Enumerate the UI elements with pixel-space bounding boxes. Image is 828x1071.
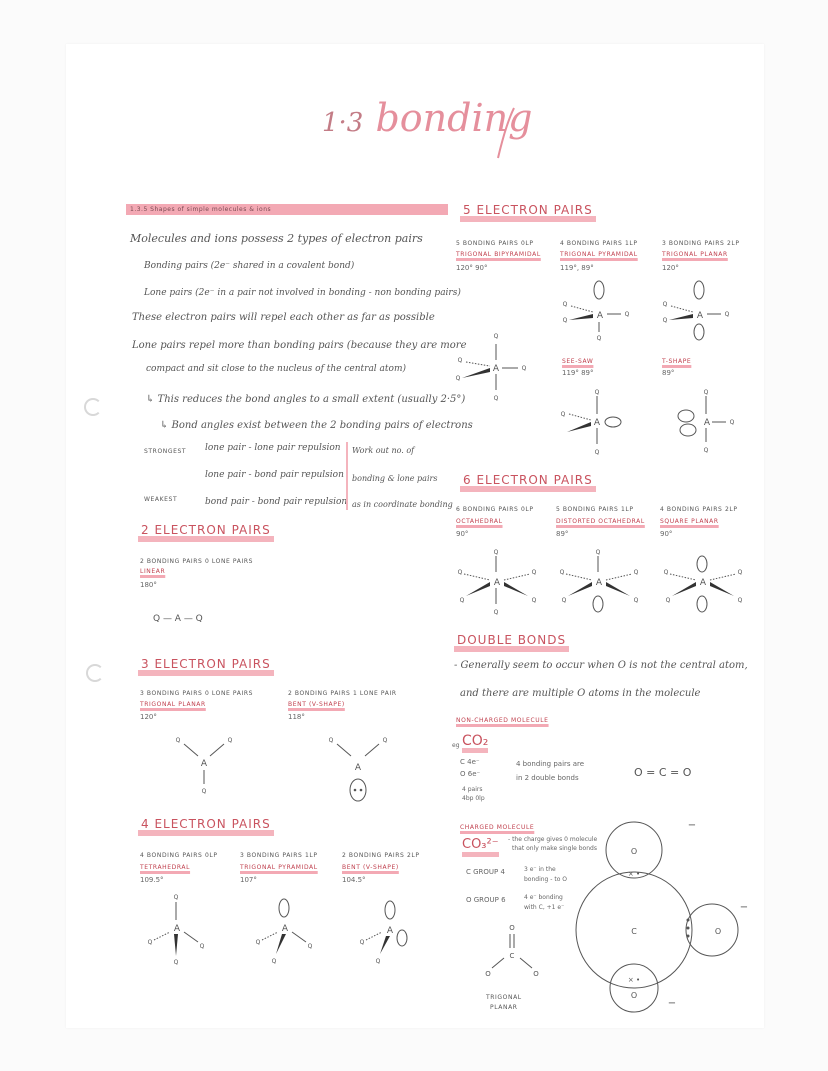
- atom-a: A: [596, 311, 604, 321]
- atom-a: A: [354, 763, 362, 773]
- two-pairs-angle: 180°: [140, 581, 157, 589]
- electron-dot: [687, 927, 690, 930]
- shared-electrons: × •: [627, 870, 641, 878]
- seesaw-angle: 119° 89°: [562, 369, 594, 377]
- atom-a: A: [200, 759, 208, 769]
- atom-q: Q: [328, 737, 334, 744]
- atom-q: Q: [457, 357, 463, 364]
- four-pairs-caption: 2 BONDING PAIRS 2LP: [342, 852, 420, 859]
- punch-hole: [86, 664, 104, 682]
- atom-q: Q: [559, 569, 565, 576]
- c-group-note: bonding - to O: [524, 876, 568, 883]
- atom-a: A: [386, 926, 394, 936]
- atom-q: Q: [521, 365, 527, 372]
- wedge-bond: [276, 934, 286, 954]
- atom-a: A: [703, 418, 711, 428]
- three-pairs-geometry: TRIGONAL PLANAR: [140, 701, 206, 708]
- wedge-bond: [569, 314, 593, 320]
- atom-q: Q: [359, 939, 365, 946]
- six-pairs-caption: 4 BONDING PAIRS 2LP: [660, 506, 738, 513]
- atom-q: Q: [562, 317, 568, 324]
- atom-a: A: [696, 311, 704, 321]
- atom-o: O: [509, 924, 515, 932]
- five-pairs-geometry: TRIGONAL PYRAMIDAL: [560, 251, 638, 258]
- bonding-note: 4 bonding pairs are: [516, 760, 585, 768]
- punch-hole: [84, 398, 102, 416]
- charge-minus: −: [687, 820, 697, 831]
- atom-a: A: [173, 924, 181, 934]
- four-pairs-angle: 104.5°: [342, 876, 366, 884]
- atom-q: Q: [455, 375, 461, 382]
- four-pairs-caption: 4 BONDING PAIRS 0LP: [140, 852, 218, 859]
- charged-label: CHARGED MOLECULE: [460, 824, 535, 831]
- section-tag: 1.3.5 Shapes of simple molecules & ions: [126, 204, 448, 215]
- atom-q: Q: [493, 549, 499, 556]
- atom-q: Q: [493, 395, 499, 402]
- two-pairs-geometry: LINEAR: [140, 568, 166, 575]
- double-bonds-line: and there are multiple O atoms in the molecule: [460, 688, 701, 699]
- carbonate-structure: [478, 914, 548, 990]
- repulsion-item: lone pair - bond pair repulsion: [205, 470, 344, 480]
- shared-electrons: × •: [627, 976, 641, 984]
- six-pairs-angle: 89°: [556, 530, 569, 538]
- atom-q: Q: [175, 737, 181, 744]
- lone-pair-dot: [354, 789, 357, 792]
- eg-label: eg: [452, 742, 460, 749]
- noncharged-label: NON-CHARGED MOLECULE: [456, 717, 549, 724]
- trigonal-bipyramidal-diagram: [450, 322, 550, 412]
- intro-line: ↳ This reduces the bond angles to a small extent (usually 2·5°): [146, 394, 466, 405]
- atom-q: Q: [147, 939, 153, 946]
- lone-pair-dot: [360, 789, 363, 792]
- o-group-note: with C, +1 e⁻: [524, 904, 565, 911]
- atom-q: Q: [561, 597, 567, 604]
- four-pairs-angle: 107°: [240, 876, 257, 884]
- bent-diagram: [315, 730, 405, 806]
- atom-q: Q: [271, 958, 277, 965]
- six-pairs-geometry: DISTORTED OCTAHEDRAL: [556, 518, 645, 525]
- atom-a: A: [595, 578, 603, 588]
- three-pairs-heading: 3 ELECTRON PAIRS: [138, 658, 274, 676]
- atom-q: Q: [665, 597, 671, 604]
- four-pairs-geometry: TRIGONAL PYRAMIDAL: [240, 864, 318, 871]
- charge-minus: −: [739, 902, 749, 913]
- c-group-note: 3 e⁻ in the: [524, 866, 556, 873]
- atom-o: O: [533, 970, 539, 978]
- five-pairs-heading: 5 ELECTRON PAIRS: [460, 204, 596, 222]
- three-pairs-geometry: BENT (V-SHAPE): [288, 701, 345, 708]
- tetrahedral-diagram: [140, 890, 220, 970]
- three-pairs-caption: 3 BONDING PAIRS 0 LONE PAIRS: [140, 690, 254, 697]
- strongest-label: STRONGEST: [144, 448, 187, 455]
- charge-note: that only make single bonds: [512, 845, 597, 852]
- charge-minus: −: [667, 998, 677, 1009]
- co3-formula: CO₃²⁻: [462, 838, 499, 857]
- atom-q: Q: [493, 609, 499, 616]
- atom-q: Q: [633, 597, 639, 604]
- five-pairs-geometry: TRIGONAL PLANAR: [662, 251, 728, 258]
- six-pairs-caption: 5 BONDING PAIRS 1LP: [556, 506, 634, 513]
- four-pairs-caption: 3 BONDING PAIRS 1LP: [240, 852, 318, 859]
- wedge-bond: [672, 582, 696, 596]
- atom-c: C: [509, 952, 515, 960]
- five-pairs-angle: 120°: [662, 264, 679, 272]
- wedge-bond: [669, 314, 693, 320]
- trigonal-pyramidal-5-diagram: [555, 278, 645, 358]
- intro-line: These electron pairs will repel each other as far as possible: [132, 312, 435, 323]
- atom-q: Q: [724, 311, 730, 318]
- two-pairs-caption: 2 BONDING PAIRS 0 LONE PAIRS: [140, 558, 254, 565]
- workout-line: Work out no. of: [352, 446, 415, 455]
- atom-q: Q: [594, 449, 600, 456]
- intro-line: ↳ Bond angles exist between the 2 bonding pairs of electrons: [160, 420, 473, 431]
- six-pairs-geometry: SQUARE PLANAR: [660, 518, 719, 525]
- wedge-bond: [466, 582, 490, 596]
- atom-o: O: [485, 970, 491, 978]
- seesaw-geometry: SEE-SAW: [562, 358, 594, 365]
- trigonal-label: TRIGONAL: [486, 994, 522, 1001]
- tshape-diagram: [660, 386, 750, 460]
- pairs-note: 4 pairs: [462, 786, 483, 793]
- atom-q: Q: [596, 335, 602, 342]
- c-electrons: C 4e⁻: [460, 758, 480, 766]
- atom-q: Q: [493, 333, 499, 340]
- four-pairs-heading: 4 ELECTRON PAIRS: [138, 818, 274, 836]
- atom-q: Q: [382, 737, 388, 744]
- five-pairs-angle: 119°, 89°: [560, 264, 594, 272]
- title-number: 1·3: [322, 108, 364, 138]
- weakest-label: WEAKEST: [144, 496, 178, 503]
- workout-line: as in coordinate bonding: [352, 500, 453, 509]
- atom-q: Q: [201, 788, 207, 795]
- tshape-angle: 89°: [662, 369, 675, 377]
- co2-formula: CO₂: [462, 734, 488, 753]
- square-planar-diagram: [656, 544, 756, 624]
- five-pairs-geometry: TRIGONAL BIPYRAMIDAL: [456, 251, 541, 258]
- planar-label: PLANAR: [490, 1004, 518, 1011]
- six-pairs-caption: 6 BONDING PAIRS 0LP: [456, 506, 534, 513]
- linear-formula: Q — A — Q: [153, 614, 203, 624]
- six-pairs-heading: 6 ELECTRON PAIRS: [460, 474, 596, 492]
- atom-q: Q: [662, 301, 668, 308]
- atom-o: O: [714, 927, 722, 936]
- five-pairs-caption: 3 BONDING PAIRS 2LP: [662, 240, 740, 247]
- wedge-bond: [380, 936, 390, 954]
- double-bonds-line: - Generally seem to occur when O is not the central atom,: [454, 660, 748, 671]
- atom-q: Q: [737, 597, 743, 604]
- atom-q: Q: [307, 943, 313, 950]
- intro-line: Molecules and ions possess 2 types of electron pairs: [130, 232, 423, 245]
- atom-q: Q: [457, 569, 463, 576]
- three-pairs-angle: 118°: [288, 713, 305, 721]
- wedge-bond: [504, 582, 528, 596]
- wedge-bond: [568, 582, 592, 596]
- c-group: C GROUP 4: [466, 868, 505, 876]
- pairs-note: 4bp 0lp: [462, 795, 485, 802]
- four-pairs-geometry: TETRAHEDRAL: [140, 864, 191, 871]
- atom-a: A: [493, 578, 501, 588]
- electron-dot: [687, 919, 690, 922]
- five-pairs-caption: 5 BONDING PAIRS 0LP: [456, 240, 534, 247]
- co2-structure: O = C = O: [634, 766, 692, 779]
- title-word: bonding: [375, 96, 533, 140]
- atom-q: Q: [560, 411, 566, 418]
- workout-line: bonding & lone pairs: [352, 474, 438, 483]
- seesaw-diagram: [555, 386, 645, 460]
- six-pairs-geometry: OCTAHEDRAL: [456, 518, 503, 525]
- atom-o: O: [630, 991, 638, 1000]
- wedge-bond: [174, 934, 178, 956]
- wedge-bond: [462, 368, 490, 378]
- atom-q: Q: [375, 958, 381, 965]
- atom-q: Q: [595, 549, 601, 556]
- bonding-note: in 2 double bonds: [516, 774, 579, 782]
- repulsion-item: lone pair - lone pair repulsion: [205, 443, 341, 453]
- three-pairs-angle: 120°: [140, 713, 157, 721]
- atom-q: Q: [531, 597, 537, 604]
- o-electrons: O 6e⁻: [460, 770, 481, 778]
- repulsion-item: bond pair - bond pair repulsion: [205, 497, 348, 507]
- atom-q: Q: [199, 943, 205, 950]
- tshape-geometry: T-SHAPE: [662, 358, 692, 365]
- atom-q: Q: [562, 301, 568, 308]
- two-pairs-heading: 2 ELECTRON PAIRS: [138, 524, 274, 542]
- atom-q: Q: [737, 569, 743, 576]
- intro-line: Lone pairs (2e⁻ in a pair not involved in bonding - non bonding pairs): [144, 288, 461, 298]
- six-pairs-angle: 90°: [456, 530, 469, 538]
- distorted-octahedral-diagram: [552, 544, 652, 624]
- atom-q: Q: [633, 569, 639, 576]
- trigonal-planar-diagram: [160, 730, 250, 800]
- atom-q: Q: [227, 737, 233, 744]
- four-pairs-geometry: BENT (V-SHAPE): [342, 864, 399, 871]
- atom-q: Q: [662, 317, 668, 324]
- title-flourish: [480, 104, 520, 164]
- atom-c: C: [631, 927, 637, 936]
- atom-a: A: [699, 578, 707, 588]
- atom-q: Q: [703, 447, 709, 454]
- atom-q: Q: [255, 939, 261, 946]
- five-pairs-caption: 4 BONDING PAIRS 1LP: [560, 240, 638, 247]
- six-pairs-angle: 90°: [660, 530, 673, 538]
- atom-q: Q: [173, 894, 179, 901]
- double-bonds-heading: DOUBLE BONDS: [454, 634, 569, 652]
- atom-a: A: [492, 364, 500, 374]
- wedge-bond: [710, 582, 734, 596]
- atom-q: Q: [703, 389, 709, 396]
- intro-line: Bonding pairs (2e⁻ shared in a covalent bond): [144, 261, 355, 271]
- four-pairs-angle: 109.5°: [140, 876, 164, 884]
- wedge-bond: [606, 582, 630, 596]
- atom-q: Q: [624, 311, 630, 318]
- dot-cross-diagram: [572, 818, 752, 1018]
- charge-note: - the charge gives 0 molecule: [508, 836, 598, 843]
- intro-line: Lone pairs repel more than bonding pairs (because they are more: [132, 340, 467, 351]
- three-pairs-caption: 2 BONDING PAIRS 1 LONE PAIR: [288, 690, 397, 697]
- bent-tetrahedral-diagram: [352, 890, 432, 970]
- divider: [346, 442, 348, 510]
- atom-a: A: [281, 924, 289, 934]
- intro-line: compact and sit close to the nucleus of the central atom): [146, 364, 406, 374]
- atom-q: Q: [173, 959, 179, 966]
- atom-a: A: [593, 418, 601, 428]
- wedge-bond: [567, 422, 591, 432]
- atom-o: O: [630, 847, 638, 856]
- atom-q: Q: [729, 419, 735, 426]
- o-group-note: 4 e⁻ bonding: [524, 894, 563, 901]
- trigonal-planar-5-diagram: [655, 278, 745, 358]
- atom-q: Q: [663, 569, 669, 576]
- five-pairs-angle: 120° 90°: [456, 264, 488, 272]
- atom-q: Q: [459, 597, 465, 604]
- octahedral-diagram: [450, 544, 550, 624]
- atom-q: Q: [531, 569, 537, 576]
- electron-dot: [687, 935, 690, 938]
- trigonal-pyramidal-diagram: [248, 890, 328, 970]
- o-group: O GROUP 6: [466, 896, 506, 904]
- atom-q: Q: [594, 389, 600, 396]
